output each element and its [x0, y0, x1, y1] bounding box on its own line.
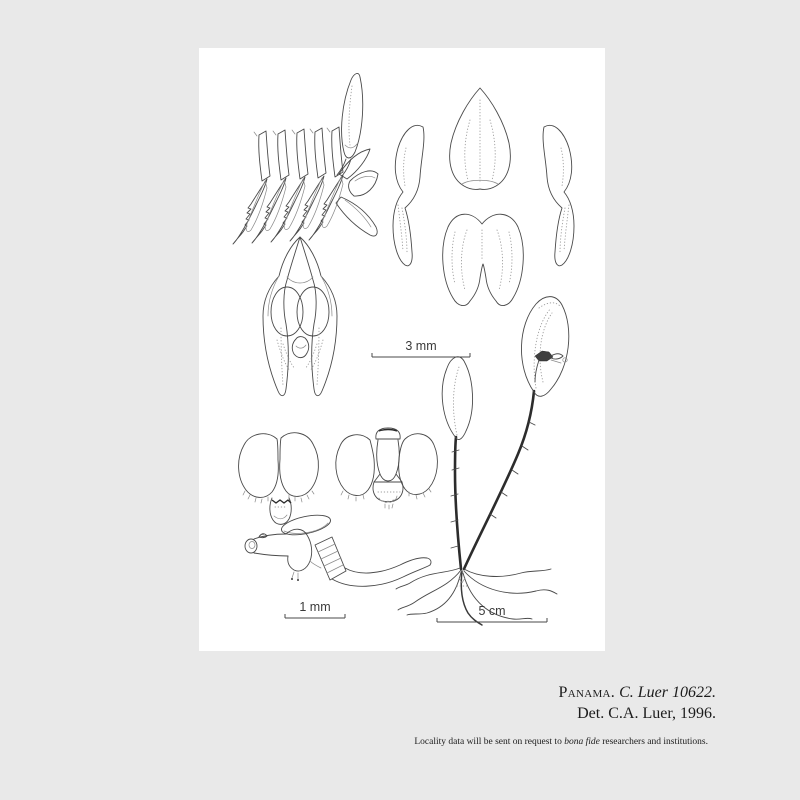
- inner-bracts: [246, 177, 343, 232]
- lip-spread-figure-left: [239, 433, 319, 525]
- footnote-text-emphasis: bona fide: [564, 737, 600, 747]
- scale-bar-label: 1 mm: [299, 600, 331, 614]
- footnote-text-post: researchers and institutions.: [599, 737, 708, 747]
- scale-bar-line: [285, 614, 345, 618]
- lip-spread-figure-right: [336, 428, 438, 509]
- locality-footnote: [414, 737, 708, 747]
- scale-bar-label: 3 mm: [405, 339, 437, 353]
- botanical-illustration: [199, 48, 605, 651]
- footnote-text-pre: Locality data will be sent on request to: [414, 737, 565, 747]
- scale-bar-3mm: [372, 339, 470, 357]
- determination-caption: [559, 682, 716, 724]
- caption-line-collection: [559, 682, 716, 703]
- caption-locality: Panama.: [558, 684, 616, 701]
- illustration-plate-page: [199, 48, 605, 651]
- roots: [396, 568, 557, 625]
- terminal-flower-lateral-view: [336, 149, 378, 236]
- dorsal-sepal: [450, 88, 511, 189]
- inflorescence-figure: [233, 73, 378, 244]
- column-side-view-figure: [245, 511, 431, 586]
- lip: [292, 337, 308, 358]
- flower-front-view-figure: [263, 237, 337, 396]
- dissected-perianth-figure: [393, 88, 574, 306]
- caption-line-determination: Det. C.A. Luer, 1996.: [577, 705, 716, 722]
- serrate-bracts: [233, 175, 343, 244]
- lip-blade: [280, 511, 332, 538]
- scale-bar-line: [372, 353, 470, 357]
- left-leaf: [442, 357, 472, 440]
- basal-callus: [270, 498, 291, 524]
- scale-bar-5cm: [437, 604, 547, 622]
- left-petal: [393, 125, 424, 265]
- rachis-internodes: [254, 127, 343, 181]
- ridged-ovary: [315, 537, 346, 580]
- ramicaul-stems: [451, 391, 535, 569]
- flower-at-leaf-base: [535, 351, 567, 382]
- lateral-sepals-synsepal: [443, 214, 524, 305]
- scale-bar-1mm: [285, 600, 345, 618]
- column-body: [286, 529, 312, 571]
- column-tube: [245, 533, 288, 556]
- rounded-petal-lobes: [271, 287, 329, 336]
- scale-bar-label: 5 cm: [478, 604, 506, 618]
- right-leaf: [521, 297, 568, 397]
- right-petal: [543, 125, 574, 265]
- caption-collection-number: C. Luer 10622.: [619, 684, 716, 701]
